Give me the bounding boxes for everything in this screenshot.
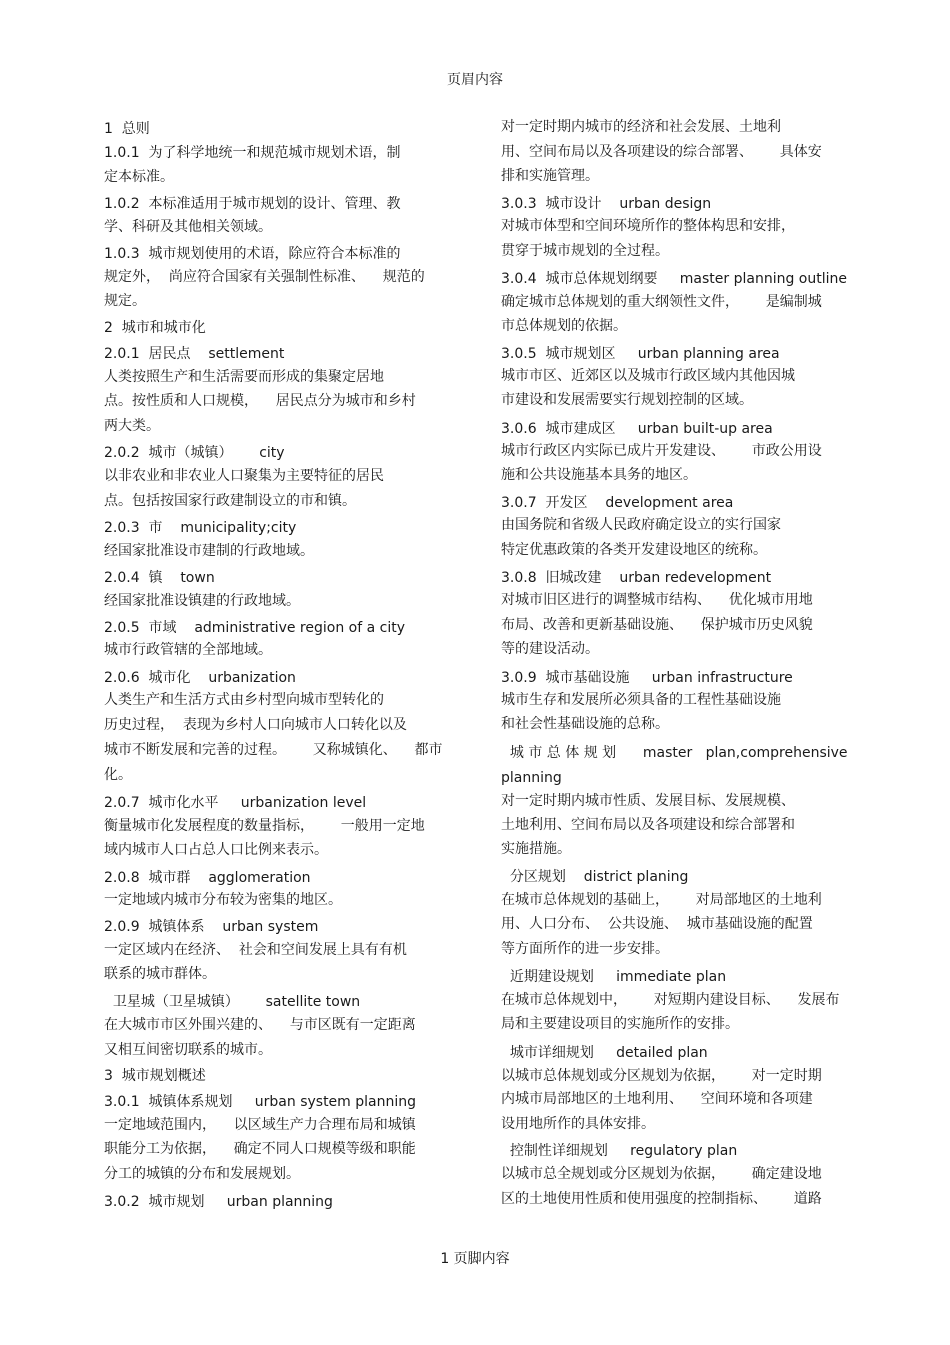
- text-line: 以非农业和非农业人口聚集为主要特征的居民: [104, 468, 384, 484]
- text-line: 点。按性质和人口规模， 居民点分为城市和乡村: [104, 393, 416, 409]
- text-line: 规定。: [104, 293, 146, 309]
- text-line: 一定地域内城市分布较为密集的地区。: [104, 892, 342, 908]
- text-line: 对城市旧区进行的调整城市结构、 优化城市用地: [501, 592, 813, 608]
- text-line: 对城市体型和空间环境所作的整体构思和安排，: [501, 218, 795, 234]
- text-line: 区的土地使用性质和使用强度的控制指标、 道路: [501, 1191, 822, 1207]
- text-line: 城市生存和发展所必须具备的工程性基础设施: [501, 692, 781, 708]
- text-line: 联系的城市群体。: [104, 966, 216, 982]
- text-line: 对一定时期内城市的经济和社会发展、土地利: [501, 119, 781, 135]
- text-line: 由国务院和省级人民政府确定设立的实行国家: [501, 517, 781, 533]
- text-line: 定本标准。: [104, 169, 174, 185]
- text-line: 经国家批准设市建制的行政地域。: [104, 543, 314, 559]
- text-line: 土地利用、空间布局以及各项建设和综合部署和: [501, 817, 795, 833]
- text-line: 对一定时期内城市性质、发展目标、发展规模、: [501, 793, 795, 809]
- text-line: 以城市总全规划或分区规划为依据， 确定建设地: [501, 1166, 822, 1182]
- text-line: 卫星城（卫星城镇） satellite town: [104, 994, 361, 1010]
- text-line: 2.0.3 市 municipality;city: [104, 520, 297, 536]
- text-line: 1.0.3 城市规划使用的术语，除应符合本标准的: [104, 246, 401, 262]
- text-line: 用、空间布局以及各项建设的综合部署、 具体安: [501, 144, 822, 160]
- text-line: 城 市 总 体 规 划 master plan,comprehensive: [501, 745, 848, 761]
- text-line: 2 城市和城市化: [104, 320, 206, 336]
- text-line: 内城市局部地区的土地利用、 空间环境和各项建: [501, 1091, 813, 1107]
- text-line: 2.0.2 城市（城镇） city: [104, 445, 285, 461]
- text-line: 等的建设活动。: [501, 641, 599, 657]
- text-line: 3.0.7 开发区 development area: [501, 495, 734, 511]
- text-line: 用、人口分布、 公共设施、 城市基础设施的配置: [501, 916, 813, 932]
- text-line: 一定区域内在经济、 社会和空间发展上具有有机: [104, 942, 407, 958]
- text-line: 市建设和发展需要实行规划控制的区域。: [501, 392, 753, 408]
- text-line: 城市详细规划 detailed plan: [501, 1045, 708, 1061]
- text-line: 又相互间密切联系的城市。: [104, 1042, 272, 1058]
- text-line: 城市行政区内实际已成片开发建设、 市政公用设: [501, 443, 822, 459]
- text-line: 3.0.5 城市规划区 urban planning area: [501, 346, 780, 362]
- text-line: 局和主要建设项目的实施所作的安排。: [501, 1016, 739, 1032]
- text-line: 历史过程， 表现为乡村人口向城市人口转化以及: [104, 717, 407, 733]
- text-line: 2.0.1 居民点 settlement: [104, 346, 285, 362]
- text-line: 学、科研及其他相关领域。: [104, 219, 272, 235]
- text-line: 化。: [104, 767, 132, 783]
- text-line: 城市市区、近郊区以及城市行政区域内其他因城: [501, 368, 795, 384]
- text-line: 贯穿于城市规划的全过程。: [501, 243, 669, 259]
- text-line: 人类按照生产和生活需要而形成的集聚定居地: [104, 369, 384, 385]
- text-line: 两大类。: [104, 418, 160, 434]
- text-line: 在城市总体规划中， 对短期内建设目标、 发展布: [501, 992, 840, 1008]
- text-line: 分工的城镇的分布和发展规划。: [104, 1166, 300, 1182]
- text-line: 排和实施管理。: [501, 168, 599, 184]
- text-line: 规定外， 尚应符合国家有关强制性标准、 规范的: [104, 269, 425, 285]
- text-line: 确定城市总体规划的重大纲领性文件， 是编制城: [501, 294, 822, 310]
- text-line: 实施措施。: [501, 841, 571, 857]
- text-line: 2.0.8 城市群 agglomeration: [104, 870, 311, 886]
- text-line: 3.0.8 旧城改建 urban redevelopment: [501, 570, 772, 586]
- text-line: 2.0.7 城市化水平 urbanization level: [104, 795, 367, 811]
- text-line: 3.0.3 城市设计 urban design: [501, 196, 712, 212]
- text-line: 3.0.9 城市基础设施 urban infrastructure: [501, 670, 793, 686]
- text-line: 施和公共设施基本具务的地区。: [501, 467, 697, 483]
- text-line: 设用地所作的具体安排。: [501, 1116, 655, 1132]
- text-line: planning: [501, 770, 562, 786]
- text-line: 等方面所作的进一步安排。: [501, 941, 669, 957]
- text-line: 在大城市市区外围兴建的、 与市区既有一定距离: [104, 1017, 416, 1033]
- text-line: 控制性详细规划 regulatory plan: [501, 1143, 738, 1159]
- text-line: 市总体规划的依据。: [501, 318, 627, 334]
- text-line: 一定地域范围内， 以区域生产力合理布局和城镇: [104, 1117, 416, 1133]
- text-line: 分区规划 district planing: [501, 869, 689, 885]
- text-line: 3.0.1 城镇体系规划 urban system planning: [104, 1094, 417, 1110]
- text-line: 域内城市人口占总人口比例来表示。: [104, 842, 328, 858]
- text-line: 2.0.9 城镇体系 urban system: [104, 919, 319, 935]
- page-header: 页眉内容: [447, 72, 503, 88]
- text-line: 衡量城市化发展程度的数量指标， 一般用一定地: [104, 818, 425, 834]
- text-line: 经国家批准设镇建的行政地域。: [104, 593, 300, 609]
- text-line: 1.0.2 本标准适用于城市规划的设计、管理、教: [104, 196, 401, 212]
- text-line: 特定优惠政策的各类开发建设地区的统称。: [501, 542, 767, 558]
- page-footer: 1 页脚内容: [440, 1251, 510, 1267]
- text-line: 在城市总体规划的基础上， 对局部地区的土地利: [501, 892, 822, 908]
- text-line: 2.0.5 市域 administrative region of a city: [104, 620, 405, 636]
- text-line: 和社会性基础设施的总称。: [501, 716, 669, 732]
- text-line: 近期建设规划 immediate plan: [501, 969, 727, 985]
- text-line: 职能分工为依据， 确定不同人口规模等级和职能: [104, 1141, 416, 1157]
- text-line: 点。包括按国家行政建制设立的市和镇。: [104, 493, 356, 509]
- text-line: 以城市总体规划或分区规划为依据， 对一定时期: [501, 1068, 822, 1084]
- text-line: 城市不断发展和完善的过程。 又称城镇化、 都市: [104, 742, 443, 758]
- text-line: 3.0.2 城市规划 urban planning: [104, 1194, 333, 1210]
- text-line: 3.0.6 城市建成区 urban built-up area: [501, 421, 773, 437]
- text-line: 3 城市规划概述: [104, 1068, 206, 1084]
- text-line: 城市行政管辖的全部地域。: [104, 642, 272, 658]
- text-line: 2.0.4 镇 town: [104, 570, 215, 586]
- text-line: 2.0.6 城市化 urbanization: [104, 670, 296, 686]
- text-line: 1 总则: [104, 121, 150, 137]
- text-line: 布局、改善和更新基础设施、 保护城市历史风貌: [501, 617, 813, 633]
- text-line: 人类生产和生活方式由乡村型向城市型转化的: [104, 692, 384, 708]
- text-line: 1.0.1 为了科学地统一和规范城市规划术语，制: [104, 145, 401, 161]
- text-line: 3.0.4 城市总体规划纲要 master planning outline: [501, 271, 847, 287]
